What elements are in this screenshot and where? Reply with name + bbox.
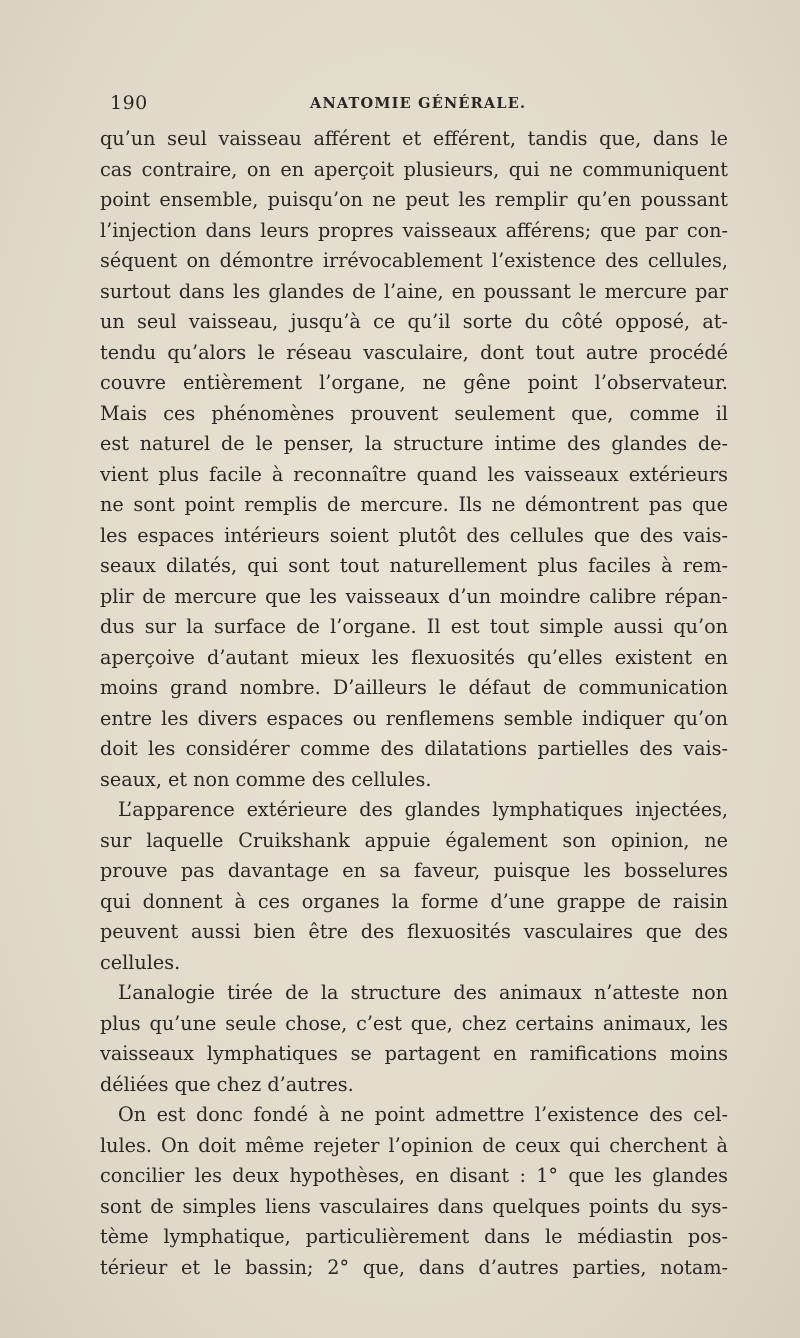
text-line: dus sur la surface de l’organe. Il est tout simple aussi qu’on <box>100 615 728 638</box>
text-line: cas contraire, on en aperçoit plusieurs, qui ne communiquent <box>100 157 728 181</box>
text-line: térieur et le bassin; 2° que, dans d’autres parties, notam- <box>100 1255 728 1279</box>
text-line: moins grand nombre. D’ailleurs le défaut de communication <box>100 676 728 699</box>
text-line: peuvent aussi bien être des flexuosités vasculaires que des <box>100 920 728 943</box>
text-line: Mais ces phénomènes prouvent seulement que, comme il <box>100 401 728 425</box>
text-line: sont de simples liens vasculaires dans quelques points du sys- <box>100 1194 728 1218</box>
text-line: qui donnent à ces organes la forme d’une grappe de raisin <box>100 889 728 913</box>
text-line: prouve pas davantage en sa faveur, puisque les bosselures <box>100 859 728 882</box>
text-line: plus qu’une seule chose, c’est que, chez certains animaux, les <box>100 1011 728 1035</box>
text-line: L’apparence extérieure des glandes lymphatiques injectées, <box>118 798 728 821</box>
text-line: concilier les deux hypothèses, en disant : 1° que les glandes <box>100 1164 728 1187</box>
body-text <box>100 124 728 1283</box>
page-number: 190 <box>110 92 148 114</box>
text-line: entre les divers espaces ou renflemens semble indiquer qu’on <box>100 706 728 730</box>
text-line: les espaces intérieurs soient plutôt des cellules que des vais- <box>100 523 728 547</box>
text-line: vaisseaux lymphatiques se partagent en ramifications moins <box>100 1042 728 1065</box>
running-title: ANATOMIE GÉNÉRALE. <box>310 95 527 112</box>
text-line: tème lymphatique, particulièrement dans le médiastin pos- <box>100 1225 728 1248</box>
text-line: l’injection dans leurs propres vaisseaux afférens; que par con- <box>100 218 728 242</box>
text-line: plir de mercure que les vaisseaux d’un moindre calibre répan- <box>100 584 728 608</box>
text-line: est naturel de le penser, la structure intime des glandes de- <box>100 432 728 455</box>
text-line: sur laquelle Cruikshank appuie également son opinion, ne <box>100 828 728 852</box>
text-line: ne sont point remplis de mercure. Ils ne démontrent pas que <box>100 493 728 516</box>
text-line: L’analogie tirée de la structure des animaux n’atteste non <box>118 981 728 1004</box>
text-line: surtout dans les glandes de l’aine, en poussant le mercure par <box>100 279 728 303</box>
text-line: point ensemble, puisqu’on ne peut les remplir qu’en poussant <box>100 188 728 211</box>
text-line: seaux, et non comme des cellules. <box>100 767 432 791</box>
text-line: tendu qu’alors le réseau vasculaire, dont tout autre procédé <box>100 340 728 364</box>
text-line: On est donc fondé à ne point admettre l’existence des cel- <box>118 1103 728 1126</box>
text-line: cellules. <box>100 950 181 974</box>
text-line: seaux dilatés, qui sont tout naturellement plus faciles à rem- <box>100 554 728 577</box>
text-line: séquent on démontre irrévocablement l’existence des cellules, <box>100 249 728 272</box>
text-line: lules. On doit même rejeter l’opinion de ceux qui cherchent à <box>100 1133 728 1157</box>
page-header <box>110 92 710 116</box>
text-line: aperçoive d’autant mieux les flexuosités qu’elles existent en <box>100 645 728 669</box>
text-line: qu’un seul vaisseau afférent et efférent, tandis que, dans le <box>100 127 728 150</box>
text-line: déliées que chez d’autres. <box>100 1072 354 1096</box>
text-line: vient plus facile à reconnaître quand les vaisseaux extérieurs <box>100 462 728 486</box>
text-line: doit les considérer comme des dilatations partielles des vais- <box>100 737 728 760</box>
text-line: un seul vaisseau, jusqu’à ce qu’il sorte du côté opposé, at- <box>100 310 728 333</box>
text-line: couvre entièrement l’organe, ne gêne point l’observateur. <box>100 371 728 394</box>
